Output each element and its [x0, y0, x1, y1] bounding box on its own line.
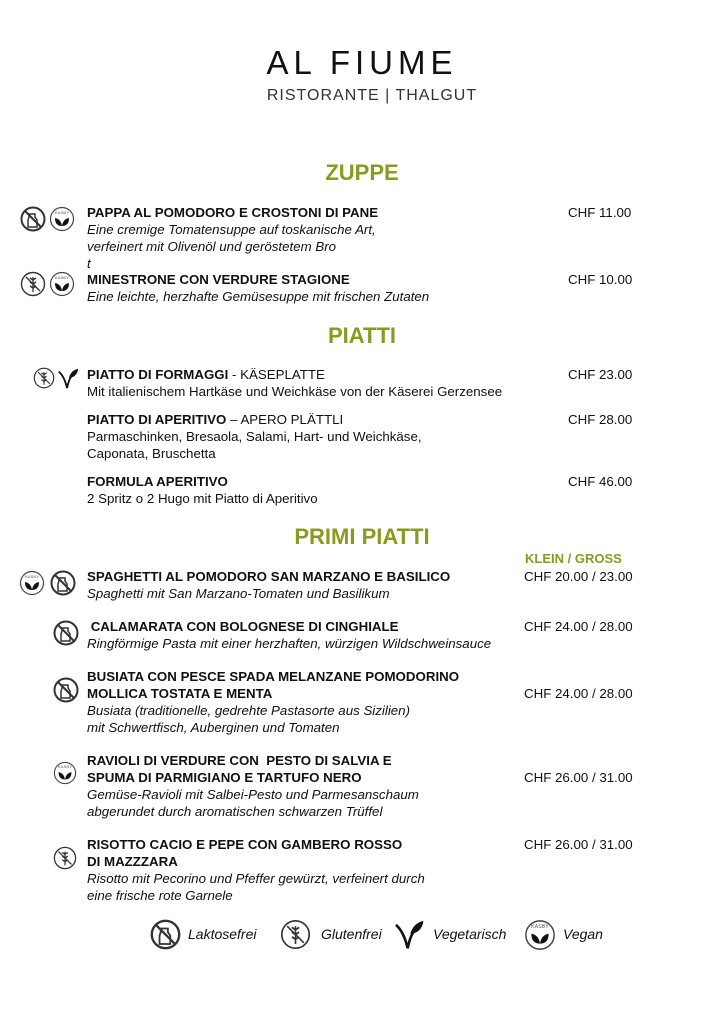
- item-desc: Gemüse-Ravioli mit Salbei-Pesto und Parmesanschaum: [87, 787, 419, 802]
- section-title-piatti: PIATTI: [327, 323, 397, 348]
- vegan-badge-text: KASBY: [54, 209, 70, 215]
- gluten-free-icon: [20, 271, 46, 297]
- item-name: SPAGHETTI AL POMODORO SAN MARZANO E BASILICO: [87, 569, 451, 584]
- vegan-icon: [49, 206, 75, 232]
- item-name: PIATTO DI FORMAGGI: [87, 367, 229, 382]
- item-desc: t: [87, 256, 91, 271]
- item-name: FORMULA APERITIVO: [87, 474, 228, 489]
- vegan-badge-text: KASBY: [531, 923, 549, 930]
- gluten-free-icon: [53, 846, 77, 870]
- legend-label: Glutenfrei: [321, 926, 382, 942]
- item-price: CHF 26.00 / 31.00: [524, 837, 633, 852]
- item-name: PAPPA AL POMODORO E CROSTONI DI PANE: [87, 205, 379, 220]
- menu-item: [87, 752, 419, 820]
- item-desc: Eine leichte, herzhafte Gemüsesuppe mit frischen Zutaten: [87, 289, 430, 304]
- legend-label: Vegetarisch: [433, 926, 507, 942]
- vegan-icon: [524, 919, 556, 951]
- restaurant-logo-subtitle: RISTORANTE | THALGUT: [266, 87, 478, 104]
- item-desc: mit Schwertfisch, Auberginen und Tomaten: [87, 720, 340, 735]
- item-desc: abgerundet durch aromatischen schwarzen Trüffel: [87, 804, 383, 819]
- menu-item: [87, 568, 450, 602]
- item-price: CHF 23.00: [568, 367, 633, 382]
- item-desc: Spaghetti mit San Marzano-Tomaten und Basilikum: [87, 586, 390, 601]
- item-price: CHF 46.00: [568, 474, 633, 489]
- item-price: CHF 10.00: [568, 272, 633, 287]
- menu-item: [87, 618, 491, 652]
- gluten-free-icon: [280, 919, 311, 950]
- legend-label: Vegan: [563, 926, 603, 942]
- item-name: CALAMARATA CON BOLOGNESE DI CINGHIALE: [87, 619, 399, 634]
- vegan-icon: [19, 570, 45, 596]
- item-price: CHF 24.00 / 28.00: [524, 619, 633, 634]
- menu-item: [87, 836, 425, 904]
- size-label: KLEIN / GROSS: [525, 551, 622, 566]
- menu-item: [87, 204, 378, 272]
- vegan-icon: [53, 761, 77, 785]
- section-title-primi: PRIMI PIATTI: [294, 524, 430, 549]
- restaurant-logo-name: AL FIUME: [266, 44, 458, 81]
- lactose-free-icon: [150, 919, 181, 950]
- item-name: RAVIOLI DI VERDURE CON PESTO DI SALVIA E: [87, 753, 392, 768]
- menu-item: [87, 271, 429, 305]
- gluten-free-icon: [33, 367, 55, 389]
- lactose-free-icon: [53, 620, 79, 646]
- item-desc: Eine cremige Tomatensuppe auf toskanische Art,: [87, 222, 376, 237]
- lactose-free-icon: [20, 206, 46, 232]
- item-name-suffix: – APERO PLÄTTLI: [226, 412, 344, 427]
- vegetarian-icon: [392, 916, 426, 952]
- legend-label: Laktosefrei: [188, 926, 257, 942]
- item-name: RISOTTO CACIO E PEPE CON GAMBERO ROSSO: [87, 837, 403, 852]
- lactose-free-icon: [50, 570, 76, 596]
- item-desc: 2 Spritz o 2 Hugo mit Piatto di Aperitivo: [87, 491, 318, 506]
- item-price: CHF 11.00: [568, 205, 632, 220]
- item-name: MOLLICA TOSTATA E MENTA: [87, 686, 273, 701]
- item-desc: verfeinert mit Olivenöl und geröstetem Bro: [87, 239, 337, 254]
- item-desc: Parmaschinken, Bresaola, Salami, Hart- und Weichkäse,: [87, 429, 422, 444]
- vegan-badge-text: KASBY: [54, 274, 70, 280]
- item-price: CHF 28.00: [568, 412, 633, 427]
- item-name: MINESTRONE CON VERDURE STAGIONE: [87, 272, 350, 287]
- menu-item: [87, 411, 422, 462]
- item-price: CHF 24.00 / 28.00: [524, 686, 633, 701]
- item-price: CHF 20.00 / 23.00: [524, 569, 633, 584]
- vegan-icon: [49, 271, 75, 297]
- vegetarian-icon: [56, 366, 80, 390]
- vegan-badge-text: KASBY: [24, 573, 40, 579]
- menu-item: [87, 366, 502, 400]
- item-desc: Mit italienischem Hartkäse und Weichkäse von der Käserei Gerzensee: [87, 384, 503, 399]
- item-desc: Busiata (traditionelle, gedrehte Pastasorte aus Sizilien): [87, 703, 410, 718]
- item-name-suffix: - KÄSEPLATTE: [228, 367, 325, 382]
- item-name: PIATTO DI APERITIVO: [87, 412, 227, 427]
- item-price: CHF 26.00 / 31.00: [524, 770, 633, 785]
- lactose-free-icon: [53, 677, 79, 703]
- item-desc: eine frische rote Garnele: [87, 888, 233, 903]
- item-desc: Risotto mit Pecorino und Pfeffer gewürzt, verfeinert durch: [87, 871, 425, 886]
- item-name: BUSIATA CON PESCE SPADA MELANZANE POMODORINO: [87, 669, 460, 684]
- item-desc: Ringförmige Pasta mit einer herzhaften, würzigen Wildschweinsauce: [87, 636, 492, 651]
- menu-item: [87, 668, 459, 736]
- item-name: SPUMA DI PARMIGIANO E TARTUFO NERO: [87, 770, 362, 785]
- menu-item: [87, 473, 318, 507]
- item-desc: Caponata, Bruschetta: [87, 446, 216, 461]
- section-title-zuppe: ZUPPE: [325, 160, 399, 185]
- vegan-badge-text: KASBY: [57, 764, 73, 770]
- item-name: DI MAZZZARA: [87, 854, 178, 869]
